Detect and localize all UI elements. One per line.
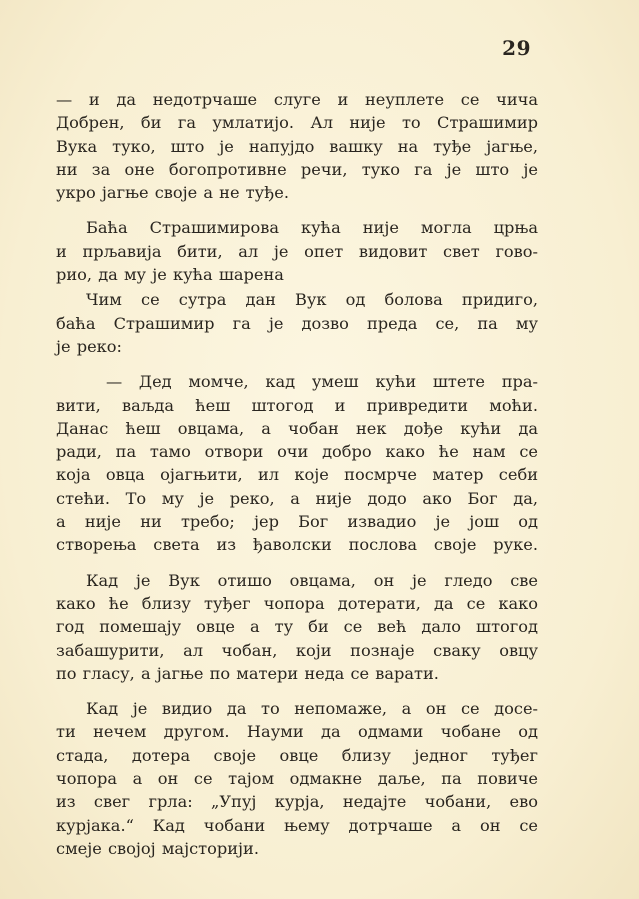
text-line: ти нечем другом. Науми да одмами чобане од — [56, 722, 538, 742]
text-line: и прљавија бити, ал је опет видовит свет гово- — [56, 241, 538, 261]
text-line: створења света из ђаволски послова своје руке. — [56, 535, 538, 555]
text-line: забашурити, ал чобан, који познаје сваку овцу — [56, 640, 538, 660]
text-line: Чим се сутра дан Вук од болова придиго, — [86, 290, 538, 310]
text-line: а није ни требо; јер Бог извадио је још од — [56, 512, 538, 532]
text-line: вити, ваљда ћеш штогод и привредити моћи. — [56, 395, 538, 415]
text-line: чопора а он се тајом одмакне даље, па повиче — [56, 769, 538, 789]
paragraph-3 — [56, 288, 538, 358]
text-line: ни за оне богопротивне речи, туко га је што је — [56, 159, 538, 179]
text-line: — и да недотрчаше слуге и неуплете се чича — [56, 90, 538, 109]
text-line: год помешају овце а ту би се већ дало штогод — [56, 617, 538, 637]
text-line: стада, дотера своје овце близу једног туђег — [56, 745, 538, 765]
text-line: смеје својој мајсторији. — [56, 838, 259, 858]
text-line: ради, па тамо отвори очи добро како ће нам се — [56, 442, 538, 462]
text-line: Вука туко, што је напујдо вашку на туђе јагње, — [56, 136, 538, 156]
text-line: Данас ћеш овцама, а чобан нек дође кући да — [56, 418, 538, 438]
text-line: рио, да му је кућа шарена — [56, 265, 284, 285]
text-line: баћа Страшимир га је дозво преда се, па му — [56, 313, 538, 333]
text-line: из свег грла: „Упуј курја, недајте чобани, ево — [56, 792, 538, 812]
text-line: стећи. То му је реко, а није додо ако Бог да, — [56, 488, 538, 508]
paragraph-5 — [56, 569, 538, 685]
text-line: курјака.“ Кад чобани њему дотрчаше а он се — [56, 815, 538, 835]
text-line: Добрен, би га умлатијо. Ал није то Страшимир — [56, 113, 538, 133]
text-line: по гласу, а јагње по матери неда се варати. — [56, 663, 439, 683]
body-text — [56, 88, 538, 860]
text-line: која овца ојагњити, ил које посмрче матер себи — [56, 465, 538, 485]
paragraph-6 — [56, 697, 538, 860]
text-line: — Дед момче, кад умеш кући штете пра- — [106, 372, 538, 392]
text-line: Кад је Вук отишо овцама, он је гледо све — [86, 570, 538, 590]
text-line: Баћа Страшимирова кућа није могла црња — [86, 218, 538, 238]
paragraph-2 — [56, 216, 538, 286]
text-line: укро јагње своје а не туђе. — [56, 183, 289, 203]
text-line: како ће близу туђег чопора дотерати, да се како — [56, 593, 538, 613]
paragraph-1 — [56, 88, 538, 204]
text-line: Кад је видио да то непомаже, а он се досе- — [86, 699, 538, 719]
page-number: 29 — [502, 36, 531, 60]
text-line: је реко: — [56, 336, 123, 356]
paragraph-4 — [56, 370, 538, 556]
